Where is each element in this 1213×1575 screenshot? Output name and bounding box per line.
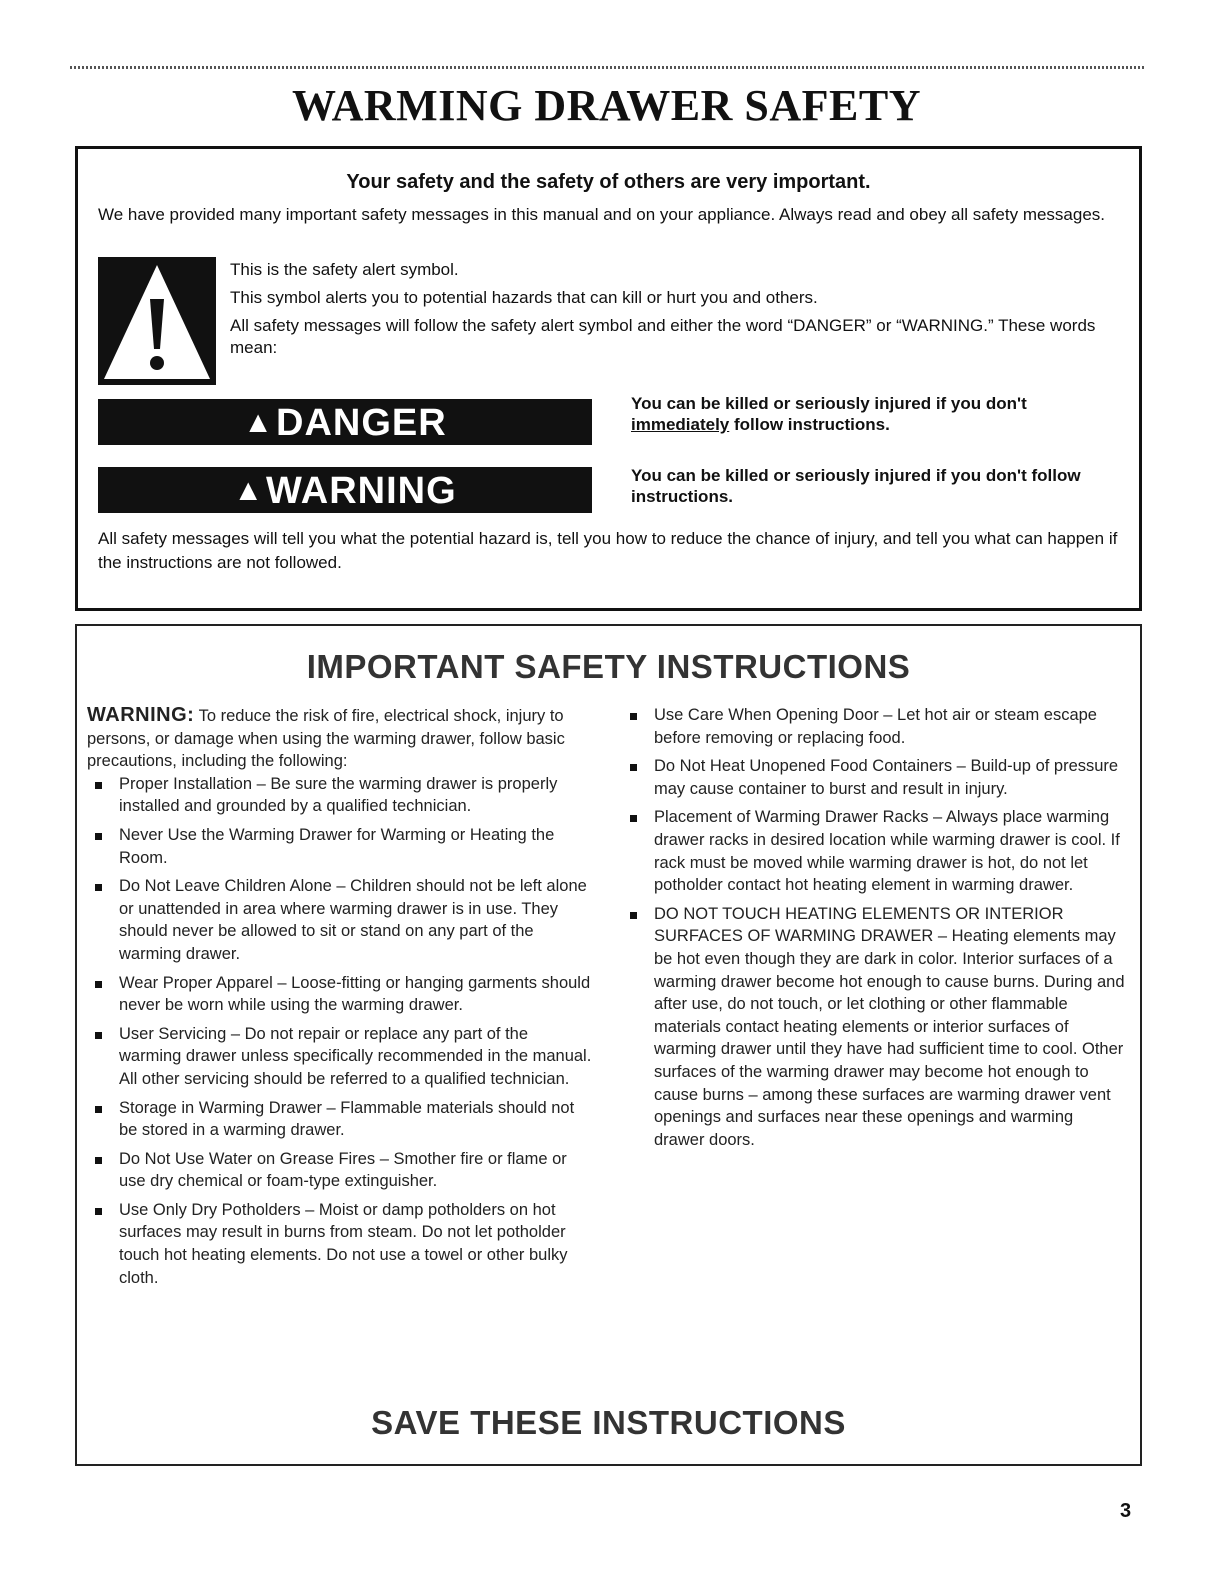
alert-line: All safety messages will follow the safety alert symbol and either the word “DANGER” or “WARNING.” These words mean: — [230, 316, 1096, 357]
safety-outro: All safety messages will tell you what the potential hazard is, tell you how to reduce the chance of injury, and tell you what can happen if the instructions are not followed. — [98, 529, 1118, 572]
safety-heading: Your safety and the safety of others are very important. — [346, 171, 871, 193]
alert-description — [230, 259, 1110, 365]
right-instruction-list — [622, 704, 1127, 1151]
danger-text-after: follow instructions. — [729, 415, 890, 434]
danger-text-before: You can be killed or seriously injured if you don't — [631, 394, 1027, 413]
safety-box — [75, 146, 1142, 611]
save-instructions-title: SAVE THESE INSTRUCTIONS — [371, 1404, 846, 1441]
warning-intro — [87, 704, 592, 773]
list-item: Do Not Leave Children Alone – Children should not be left alone or unattended in area where warming drawer is in use. They should never be allowed to sit or stand on any part of the warming drawer. — [87, 875, 592, 965]
top-dotted-rule — [70, 66, 1146, 69]
instructions-right-column — [622, 704, 1127, 1157]
alert-line: This is the safety alert symbol. — [230, 260, 459, 279]
list-item: Do Not Heat Unopened Food Containers – Build-up of pressure may cause container to burst and result in injury. — [622, 755, 1127, 800]
list-item: Proper Installation – Be sure the warming drawer is properly installed and grounded by a qualified technician. — [87, 773, 592, 818]
warning-intro-label: WARNING: — [87, 704, 195, 726]
list-item: Wear Proper Apparel – Loose-fitting or hanging garments should never be worn while using the warming drawer. — [87, 972, 592, 1017]
left-instruction-list — [87, 773, 592, 1289]
warning-intro-text: To reduce the risk of fire, electrical shock, injury to persons, or damage when using the warming drawer, follow basic precautions, including the following: — [87, 707, 565, 771]
safety-intro: We have provided many important safety messages in this manual and on your appliance. Always read and obey all safety messages. — [98, 205, 1106, 224]
warning-label: WARNING — [266, 470, 457, 512]
page-number: 3 — [1120, 1500, 1132, 1522]
danger-text-underlined: immediately — [631, 415, 730, 434]
warning-meaning: You can be killed or seriously injured if you don't follow instructions. — [631, 466, 1081, 506]
alert-line: This symbol alerts you to potential hazards that can kill or hurt you and others. — [230, 288, 818, 307]
danger-meaning — [631, 393, 1111, 435]
danger-label: DANGER — [276, 402, 447, 444]
list-item: Use Only Dry Potholders – Moist or damp potholders on hot surfaces may result in burns from steam. Do not let potholder touch hot heating elements. Do not use a towel or other bulky cloth. — [87, 1199, 592, 1289]
list-item: DO NOT TOUCH HEATING ELEMENTS OR INTERIOR SURFACES OF WARMING DRAWER – Heating elements may be hot even though they are dark in color. Interior surfaces of a warming drawer become hot enough to cause burns. During and after use, do not touch, or let clothing or other flammable materials contact heating elements or interior surfaces of warming drawer until they have had sufficient time to cool. Other surfaces of the warming drawer may become hot enough to cause burns – among these surfaces are warming drawer vent openings and surfaces near these openings and warming drawer doors. — [622, 903, 1127, 1152]
safety-alert-icon — [98, 257, 216, 385]
list-item: Storage in Warming Drawer – Flammable materials should not be stored in a warming drawer. — [87, 1097, 592, 1142]
instructions-left-column — [87, 704, 592, 1295]
list-item: Placement of Warming Drawer Racks – Always place warming drawer racks in desired location while warming drawer is cool. If rack must be moved while warming drawer is hot, do not let potholder contact hot heating element in warming drawer. — [622, 806, 1127, 896]
list-item: Never Use the Warming Drawer for Warming or Heating the Room. — [87, 824, 592, 869]
list-item: User Servicing – Do not repair or replace any part of the warming drawer unless specifically recommended in the manual. All other servicing should be referred to a qualified technician. — [87, 1023, 592, 1091]
page-title: WARMING DRAWER SAFETY — [292, 81, 921, 130]
list-item: Use Care When Opening Door – Let hot air or steam escape before removing or replacing food. — [622, 704, 1127, 749]
warning-alert-icon: ▲ — [233, 474, 265, 507]
danger-signal-bar — [98, 399, 592, 445]
list-item: Do Not Use Water on Grease Fires – Smother fire or flame or use dry chemical or foam-type extinguisher. — [87, 1148, 592, 1193]
instructions-box — [75, 624, 1142, 1466]
instructions-title: IMPORTANT SAFETY INSTRUCTIONS — [306, 648, 911, 685]
warning-signal-bar — [98, 467, 592, 513]
danger-alert-icon: ▲ — [243, 406, 274, 439]
